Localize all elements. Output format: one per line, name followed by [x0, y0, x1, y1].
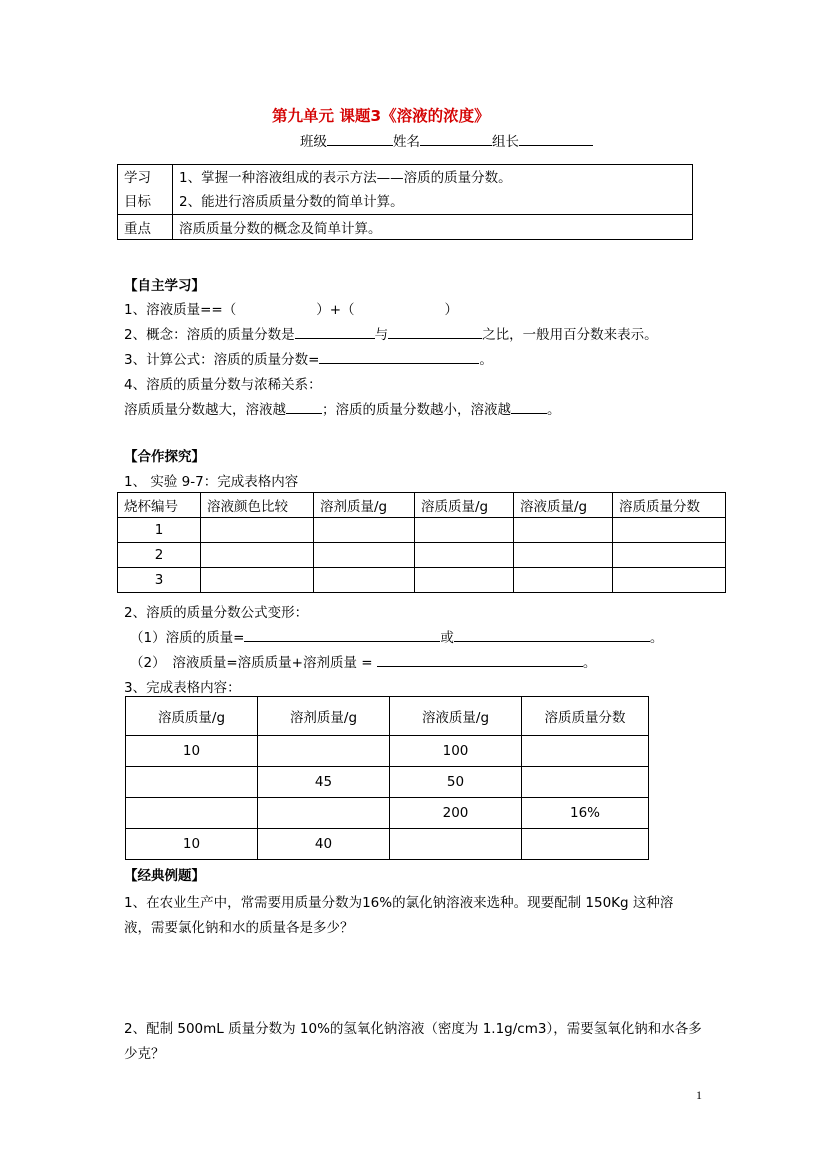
calc-cell[interactable]: [126, 767, 258, 798]
goals-head-b: 目标: [124, 193, 151, 210]
class-field[interactable]: [327, 132, 393, 146]
calc-cell[interactable]: [126, 798, 258, 829]
table-row: [118, 568, 726, 593]
calc-cell: 200: [390, 798, 522, 829]
calc-cell: 40: [258, 829, 390, 860]
cooperate-heading: 【合作探究】: [124, 449, 205, 465]
goals-head-a: 学习: [124, 169, 151, 186]
calc-cell: 100: [390, 736, 522, 767]
exp-cell[interactable]: [613, 568, 726, 593]
exp-cell[interactable]: [514, 568, 613, 593]
exp-cell[interactable]: [201, 518, 314, 543]
class-label: 班级: [300, 134, 327, 150]
goal-2: 2、能进行溶质质量分数的简单计算。: [179, 193, 404, 210]
exp-header-cell: 溶质质量/g: [415, 493, 514, 518]
exp-header-cell: 溶质质量分数: [613, 493, 726, 518]
examples-heading: 【经典例题】: [124, 868, 205, 884]
formula1-suffix: 。: [649, 630, 664, 646]
info-line: [300, 130, 593, 150]
formula1-blank-2[interactable]: [454, 628, 650, 642]
goals-table: [117, 164, 693, 240]
exp-cell: 2: [118, 543, 201, 568]
q3: [124, 348, 493, 368]
formula2-blank[interactable]: [377, 653, 583, 667]
exp-cell[interactable]: [314, 543, 415, 568]
exp-header-cell: 烧杯编号: [118, 493, 201, 518]
exp-cell[interactable]: [415, 518, 514, 543]
exp-cell[interactable]: [415, 568, 514, 593]
q3-suffix: 。: [479, 352, 493, 368]
experiment-label: 1、 实验 9-7：完成表格内容: [124, 474, 299, 490]
exp-header-cell: 溶液颜色比较: [201, 493, 314, 518]
calc-cell[interactable]: [390, 829, 522, 860]
table-row: [126, 736, 649, 767]
key-content: 溶质质量分数的概念及简单计算。: [173, 215, 693, 240]
calc-header-cell: 溶剂质量/g: [258, 697, 390, 736]
table-row: [118, 518, 726, 543]
goals-content: [173, 165, 693, 215]
calc-cell: 10: [126, 829, 258, 860]
q4-part-a: 溶质质量分数越大，溶液越: [124, 402, 286, 418]
q3-prefix: 3、计算公式：溶质的质量分数=: [124, 352, 320, 368]
page-title: 第九单元 课题3《溶液的浓度》: [272, 107, 490, 125]
leader-field[interactable]: [519, 132, 593, 146]
calc-cell[interactable]: [258, 798, 390, 829]
example-2-line-1: 2、配制 500mL 质量分数为 10%的氢氧化钠溶液（密度为 1.1g/cm3），需要氢氧化钠和水各多: [124, 1021, 702, 1037]
q4-blank-2[interactable]: [511, 400, 547, 414]
example-1-line-1: 1、在农业生产中，常需要用质量分数为16%的氯化钠溶液来选种。现要配制 150Kg 这种溶: [124, 895, 674, 911]
key-head: 重点: [118, 215, 173, 240]
calc-cell: 45: [258, 767, 390, 798]
q4: 4、溶质的质量分数与浓稀关系：: [124, 377, 322, 393]
name-label: 姓名: [393, 134, 420, 150]
table-row: [126, 829, 649, 860]
exp-header-cell: 溶液质量/g: [514, 493, 613, 518]
exp-cell[interactable]: [201, 543, 314, 568]
calc-cell: 10: [126, 736, 258, 767]
name-field[interactable]: [420, 132, 492, 146]
leader-label: 组长: [492, 134, 519, 150]
table2-label: 3、完成表格内容：: [124, 680, 241, 696]
q2-blank-1[interactable]: [295, 325, 375, 339]
goals-head: [118, 165, 173, 215]
q4-part-c: 。: [547, 402, 561, 418]
calc-cell: 16%: [522, 798, 649, 829]
q1-suffix: ）: [444, 302, 459, 318]
calc-cell: 50: [390, 767, 522, 798]
example-2-line-2: 少克？: [124, 1046, 165, 1062]
exp-cell[interactable]: [314, 568, 415, 593]
table-row: [126, 767, 649, 798]
q4-blank-1[interactable]: [286, 400, 322, 414]
formula-2: [130, 651, 596, 671]
q2-mid: 与: [374, 327, 389, 343]
exp-cell[interactable]: [514, 518, 613, 543]
calc-cell[interactable]: [522, 767, 649, 798]
formula-1: [130, 626, 663, 646]
exp-cell[interactable]: [613, 518, 726, 543]
experiment-table: [117, 492, 726, 593]
calc-header-cell: 溶质质量/g: [126, 697, 258, 736]
formula2-suffix: 。: [582, 655, 597, 671]
table-row: [118, 543, 726, 568]
calc-cell[interactable]: [522, 736, 649, 767]
exp-cell[interactable]: [314, 518, 415, 543]
exp-cell[interactable]: [415, 543, 514, 568]
formula2-prefix: （2） 溶液质量=溶质质量+溶剂质量 =: [130, 655, 377, 671]
formula-heading: 2、溶质的质量分数公式变形：: [124, 605, 309, 621]
q3-blank[interactable]: [319, 350, 479, 364]
formula1-or: 或: [440, 630, 454, 646]
formula1-prefix: （1）溶质的质量=: [130, 630, 245, 646]
calc-header-cell: 溶液质量/g: [390, 697, 522, 736]
exp-cell: 1: [118, 518, 201, 543]
q2-blank-2[interactable]: [388, 325, 482, 339]
q1: [124, 298, 458, 318]
q1-mid: ）+（: [316, 302, 355, 318]
self-study-heading: 【自主学习】: [124, 278, 205, 294]
q2-prefix: 2、概念：溶质的质量分数是: [124, 327, 295, 343]
q4-line: [124, 398, 561, 418]
q1-prefix: 1、溶液质量==（: [124, 302, 237, 318]
exp-cell[interactable]: [514, 543, 613, 568]
goal-1: 1、掌握一种溶液组成的表示方法——溶质的质量分数。: [179, 169, 512, 186]
q4-part-b: ；溶质的质量分数越小，溶液越: [322, 402, 511, 418]
exp-cell[interactable]: [201, 568, 314, 593]
q2: [124, 323, 658, 343]
calc-header-cell: 溶质质量分数: [522, 697, 649, 736]
example-1-line-2: 液，需要氯化钠和水的质量各是多少？: [124, 920, 354, 936]
page-number: 1: [696, 1088, 702, 1102]
exp-header-cell: 溶剂质量/g: [314, 493, 415, 518]
formula1-blank-1[interactable]: [244, 628, 440, 642]
table-row: [126, 798, 649, 829]
q2-suffix: 之比，一般用百分数来表示。: [482, 327, 658, 343]
calc-table: [125, 696, 649, 860]
calc-cell[interactable]: [258, 736, 390, 767]
exp-cell[interactable]: [613, 543, 726, 568]
exp-cell: 3: [118, 568, 201, 593]
calc-cell[interactable]: [522, 829, 649, 860]
